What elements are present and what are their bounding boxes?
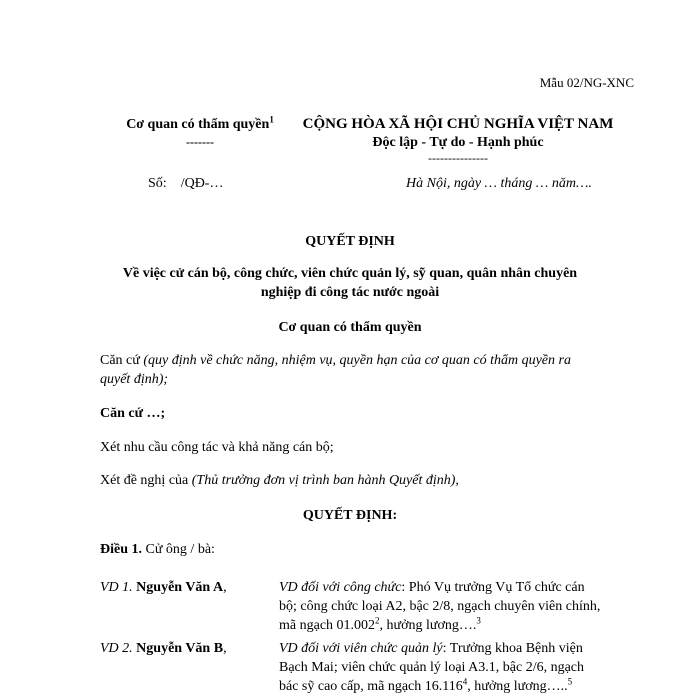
example-detail-a: bác sỹ cao cấp, mã ngạch 16.116 bbox=[279, 679, 463, 694]
example-1-line3 bbox=[279, 615, 481, 634]
motto-separator: --------------- bbox=[428, 151, 488, 165]
example-1-line2: bộ; công chức loại A2, bậc 2/8, ngạch chuyên viên chính, bbox=[279, 599, 601, 614]
legal-basis-1 bbox=[100, 353, 571, 369]
article-1 bbox=[100, 542, 215, 558]
example-label: VD 2. bbox=[100, 641, 133, 656]
authority-separator: ------- bbox=[186, 135, 214, 149]
example-1-person bbox=[100, 580, 227, 596]
footnote-ref: 3 bbox=[476, 615, 481, 626]
basis-note: (quy định về chức năng, nhiệm vụ, quyền hạn của cơ quan có thẩm quyền ra bbox=[143, 353, 571, 368]
person-name: Nguyễn Văn A bbox=[136, 580, 224, 595]
consideration-1: Xét nhu cầu công tác và khả năng cán bộ; bbox=[100, 440, 334, 455]
number-value: /QĐ-… bbox=[180, 176, 224, 191]
authority-name: Cơ quan có thẩm quyền bbox=[126, 117, 270, 132]
name-suffix: , bbox=[223, 641, 227, 656]
article-1-text: Cử ông / bà: bbox=[145, 542, 215, 557]
example-2-line3 bbox=[279, 676, 573, 695]
example-detail-b: , hưởng lương…. bbox=[379, 618, 477, 633]
name-suffix: , bbox=[223, 580, 227, 595]
footnote-ref: 5 bbox=[567, 676, 573, 687]
example-type: VD đối với viên chức quản lý bbox=[279, 641, 443, 656]
decision-title: QUYẾT ĐỊNH bbox=[305, 234, 395, 249]
document-number bbox=[148, 176, 223, 192]
national-title: CỘNG HÒA XÃ HỘI CHỦ NGHĨA VIỆT NAM bbox=[302, 116, 614, 132]
example-1-line1 bbox=[279, 580, 585, 596]
basis-prefix: Căn cứ bbox=[100, 353, 140, 368]
footnote-ref: 2 bbox=[375, 615, 380, 626]
footnote-ref: 4 bbox=[462, 676, 468, 687]
example-2-person bbox=[100, 641, 227, 657]
example-detail-b: , hưởng lương….. bbox=[467, 679, 568, 694]
footnote-ref-1: 1 bbox=[269, 114, 274, 125]
example-detail-a: mã ngạch 01.002 bbox=[279, 618, 376, 633]
decision-subject-line1: Về việc cử cán bộ, công chức, viên chức quản lý, sỹ quan, quân nhân chuyên bbox=[122, 266, 578, 281]
issuing-authority bbox=[100, 114, 300, 133]
example-detail: : Phó Vụ trưởng Vụ Tổ chức cán bbox=[401, 580, 585, 595]
decide-heading: QUYẾT ĐỊNH: bbox=[302, 508, 398, 523]
form-code: Mẫu 02/NG-XNC bbox=[539, 75, 634, 90]
number-label: Số: bbox=[148, 176, 167, 191]
consideration-prefix: Xét đề nghị của bbox=[100, 473, 189, 488]
issuing-body: Cơ quan có thẩm quyền bbox=[278, 320, 422, 335]
example-label: VD 1. bbox=[100, 580, 133, 595]
decision-subject-line2: nghiệp đi công tác nước ngoài bbox=[260, 285, 440, 300]
person-name: Nguyễn Văn B bbox=[136, 641, 224, 656]
consideration-note: (Thủ trưởng đơn vị trình ban hành Quyết định), bbox=[191, 473, 459, 488]
example-type: VD đối với công chức bbox=[279, 580, 402, 595]
example-detail: : Trưởng khoa Bệnh viện bbox=[442, 641, 583, 656]
place-date: Hà Nội, ngày … tháng … năm…. bbox=[406, 176, 592, 191]
legal-basis-2: Căn cứ …; bbox=[100, 406, 166, 421]
legal-basis-1-cont: quyết định); bbox=[100, 372, 169, 387]
article-1-label: Điều 1. bbox=[100, 542, 142, 557]
example-2-line1 bbox=[279, 641, 583, 657]
consideration-2 bbox=[100, 473, 459, 489]
example-2-line2: Bạch Mai; viên chức quản lý loại A3.1, bậc 2/6, ngạch bbox=[279, 660, 585, 675]
national-motto: Độc lập - Tự do - Hạnh phúc bbox=[372, 135, 544, 150]
